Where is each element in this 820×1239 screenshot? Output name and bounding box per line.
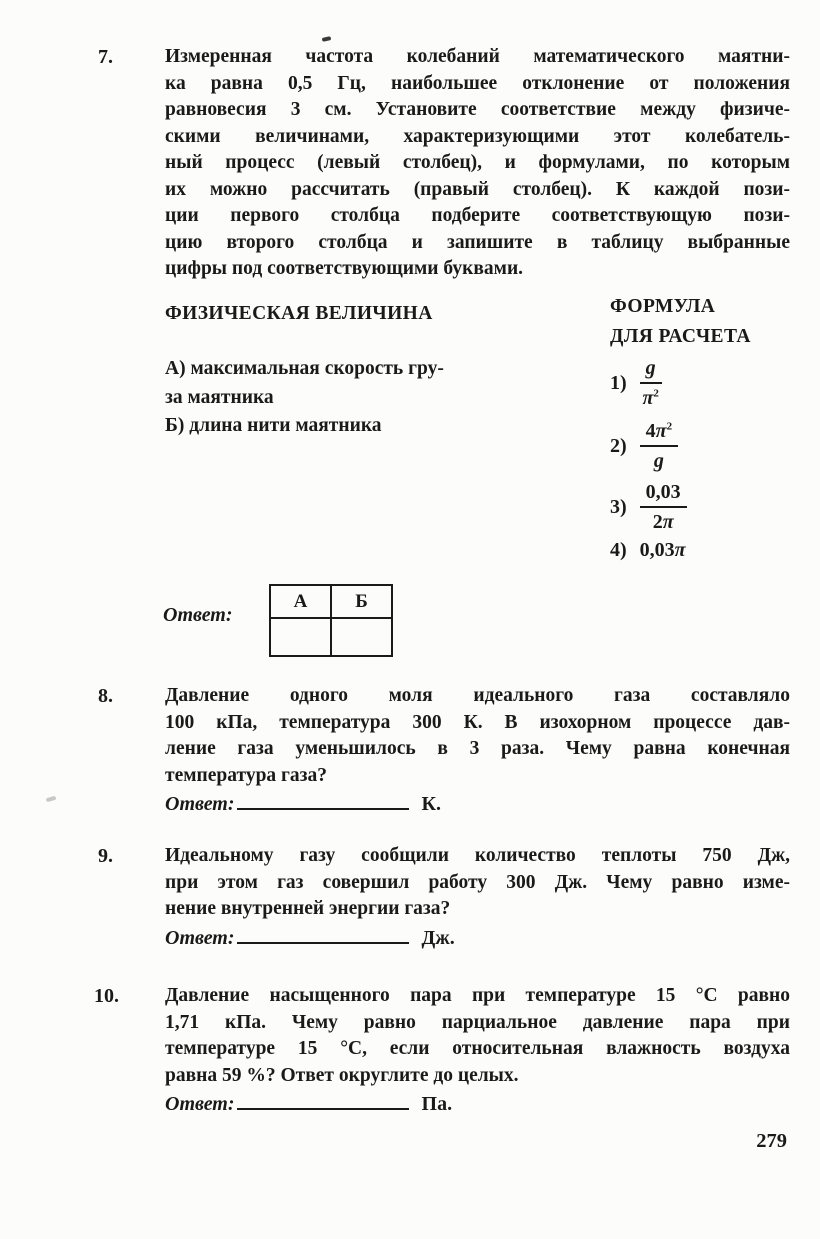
answer-unit: Па. [421, 1093, 453, 1115]
list-item-b: Б) длина нити маятника [165, 415, 382, 436]
formula-item-4 [610, 539, 686, 562]
answer-label: Ответ: [165, 793, 235, 815]
numerator: $4\pi^2$ [640, 419, 678, 447]
numerator: 0,03 [640, 480, 687, 508]
text-line: Давление насыщенного пара при температуре 15 °С равно [165, 985, 790, 1006]
problem-10-number: 10. [94, 985, 119, 1007]
list-item-a: А) максимальная скорость гру- [165, 358, 444, 379]
problem-7-number: 7. [98, 46, 113, 68]
physical-quantity-list [165, 355, 585, 441]
text-line: нение внутренней энергии газа? [165, 898, 451, 919]
fraction [640, 419, 678, 473]
page-number: 279 [756, 1130, 787, 1152]
answer-unit: Дж. [421, 927, 455, 949]
answer-table-header-a: А [270, 585, 331, 618]
answer-label: Ответ: [165, 927, 235, 949]
denominator: 2π [652, 511, 674, 533]
text-line: равна 59 %? Ответ округлите до целых. [165, 1064, 519, 1086]
answer-label: Ответ: [165, 1093, 235, 1115]
formula-item-1 [610, 356, 662, 410]
problem-10-text [165, 983, 790, 1089]
text-line: их можно рассчитать (правый столбец). К каждой пози- [165, 178, 790, 200]
problem-10-answer-row [165, 1091, 452, 1116]
text-line: 1,71 кПа. Чему равно парциальное давление пара при [165, 1011, 790, 1033]
text-line: 100 кПа, температура 300 К. В изохорном процессе дав- [165, 711, 790, 733]
problem-9-answer-row [165, 925, 455, 950]
left-column-header: ФИЗИЧЕСКАЯ ВЕЛИЧИНА [165, 303, 433, 324]
formula-expression: 0,03π [639, 539, 686, 561]
problem-9-number: 9. [98, 845, 113, 867]
answer-blank [237, 1091, 409, 1110]
text-line: Давление одного моля идеального газа составляло [165, 685, 790, 706]
denominator: g [653, 450, 664, 472]
numerator: g [640, 356, 662, 384]
formula-item-3 [610, 480, 687, 534]
problem-9-text [165, 843, 790, 923]
answer-table-cell-b [331, 618, 392, 656]
text-line: Идеальному газу сообщили количество теплоты 750 Дж, [165, 845, 790, 866]
scan-artifact [322, 36, 332, 42]
fraction [640, 356, 662, 410]
text-line: скими величинами, характеризующими этот колебатель- [165, 125, 790, 147]
answer-table-header-b: Б [331, 585, 392, 618]
problem-7-text [165, 44, 790, 283]
right-column-header [610, 292, 751, 352]
answer-blank [237, 925, 409, 944]
answer-label: Ответ: [163, 604, 233, 626]
text-line: цию второго столбца и запишите в таблицу выбранные [165, 231, 790, 253]
text-line: равновесия 3 см. Установите соответствие между физиче- [165, 99, 790, 120]
answer-blank [237, 791, 409, 810]
problem-8-answer-row [165, 791, 441, 816]
formula-label: 1) [610, 371, 627, 394]
formula-label: 2) [610, 434, 627, 457]
text-line: температура газа? [165, 764, 327, 786]
answer-table [269, 584, 393, 657]
text-line: ка равна 0,5 Гц, наибольшее отклонение от положения [165, 72, 790, 94]
denominator: $\pi^2$ [642, 387, 659, 409]
text-line: цифры под соответствующими буквами. [165, 258, 524, 279]
fraction [640, 480, 687, 534]
scan-artifact [46, 796, 57, 802]
right-column-header-line: ДЛЯ РАСЧЕТА [610, 326, 751, 347]
right-column-header-line: ФОРМУЛА [610, 296, 716, 317]
text-line: Измеренная частота колебаний математического маятни- [165, 46, 790, 67]
formula-label: 4) [610, 539, 627, 561]
text-line: при этом газ совершил работу 300 Дж. Чему равно изме- [165, 871, 790, 893]
formula-label: 3) [610, 495, 627, 518]
text-line: ции первого столбца подберите соответствующую пози- [165, 205, 790, 226]
answer-table-cell-a [270, 618, 331, 656]
text-line: температуре 15 °С, если относительная влажность воздуха [165, 1038, 790, 1059]
problem-8-number: 8. [98, 685, 113, 707]
problem-8-text [165, 683, 790, 789]
text-line: ление газа уменьшилось в 3 раза. Чему равна конечная [165, 738, 790, 759]
text-line: ный процесс (левый столбец), и формулами, по которым [165, 152, 790, 173]
formula-item-2 [610, 419, 678, 473]
answer-unit: К. [421, 793, 442, 815]
list-item-a-continued: за маятника [165, 386, 274, 408]
